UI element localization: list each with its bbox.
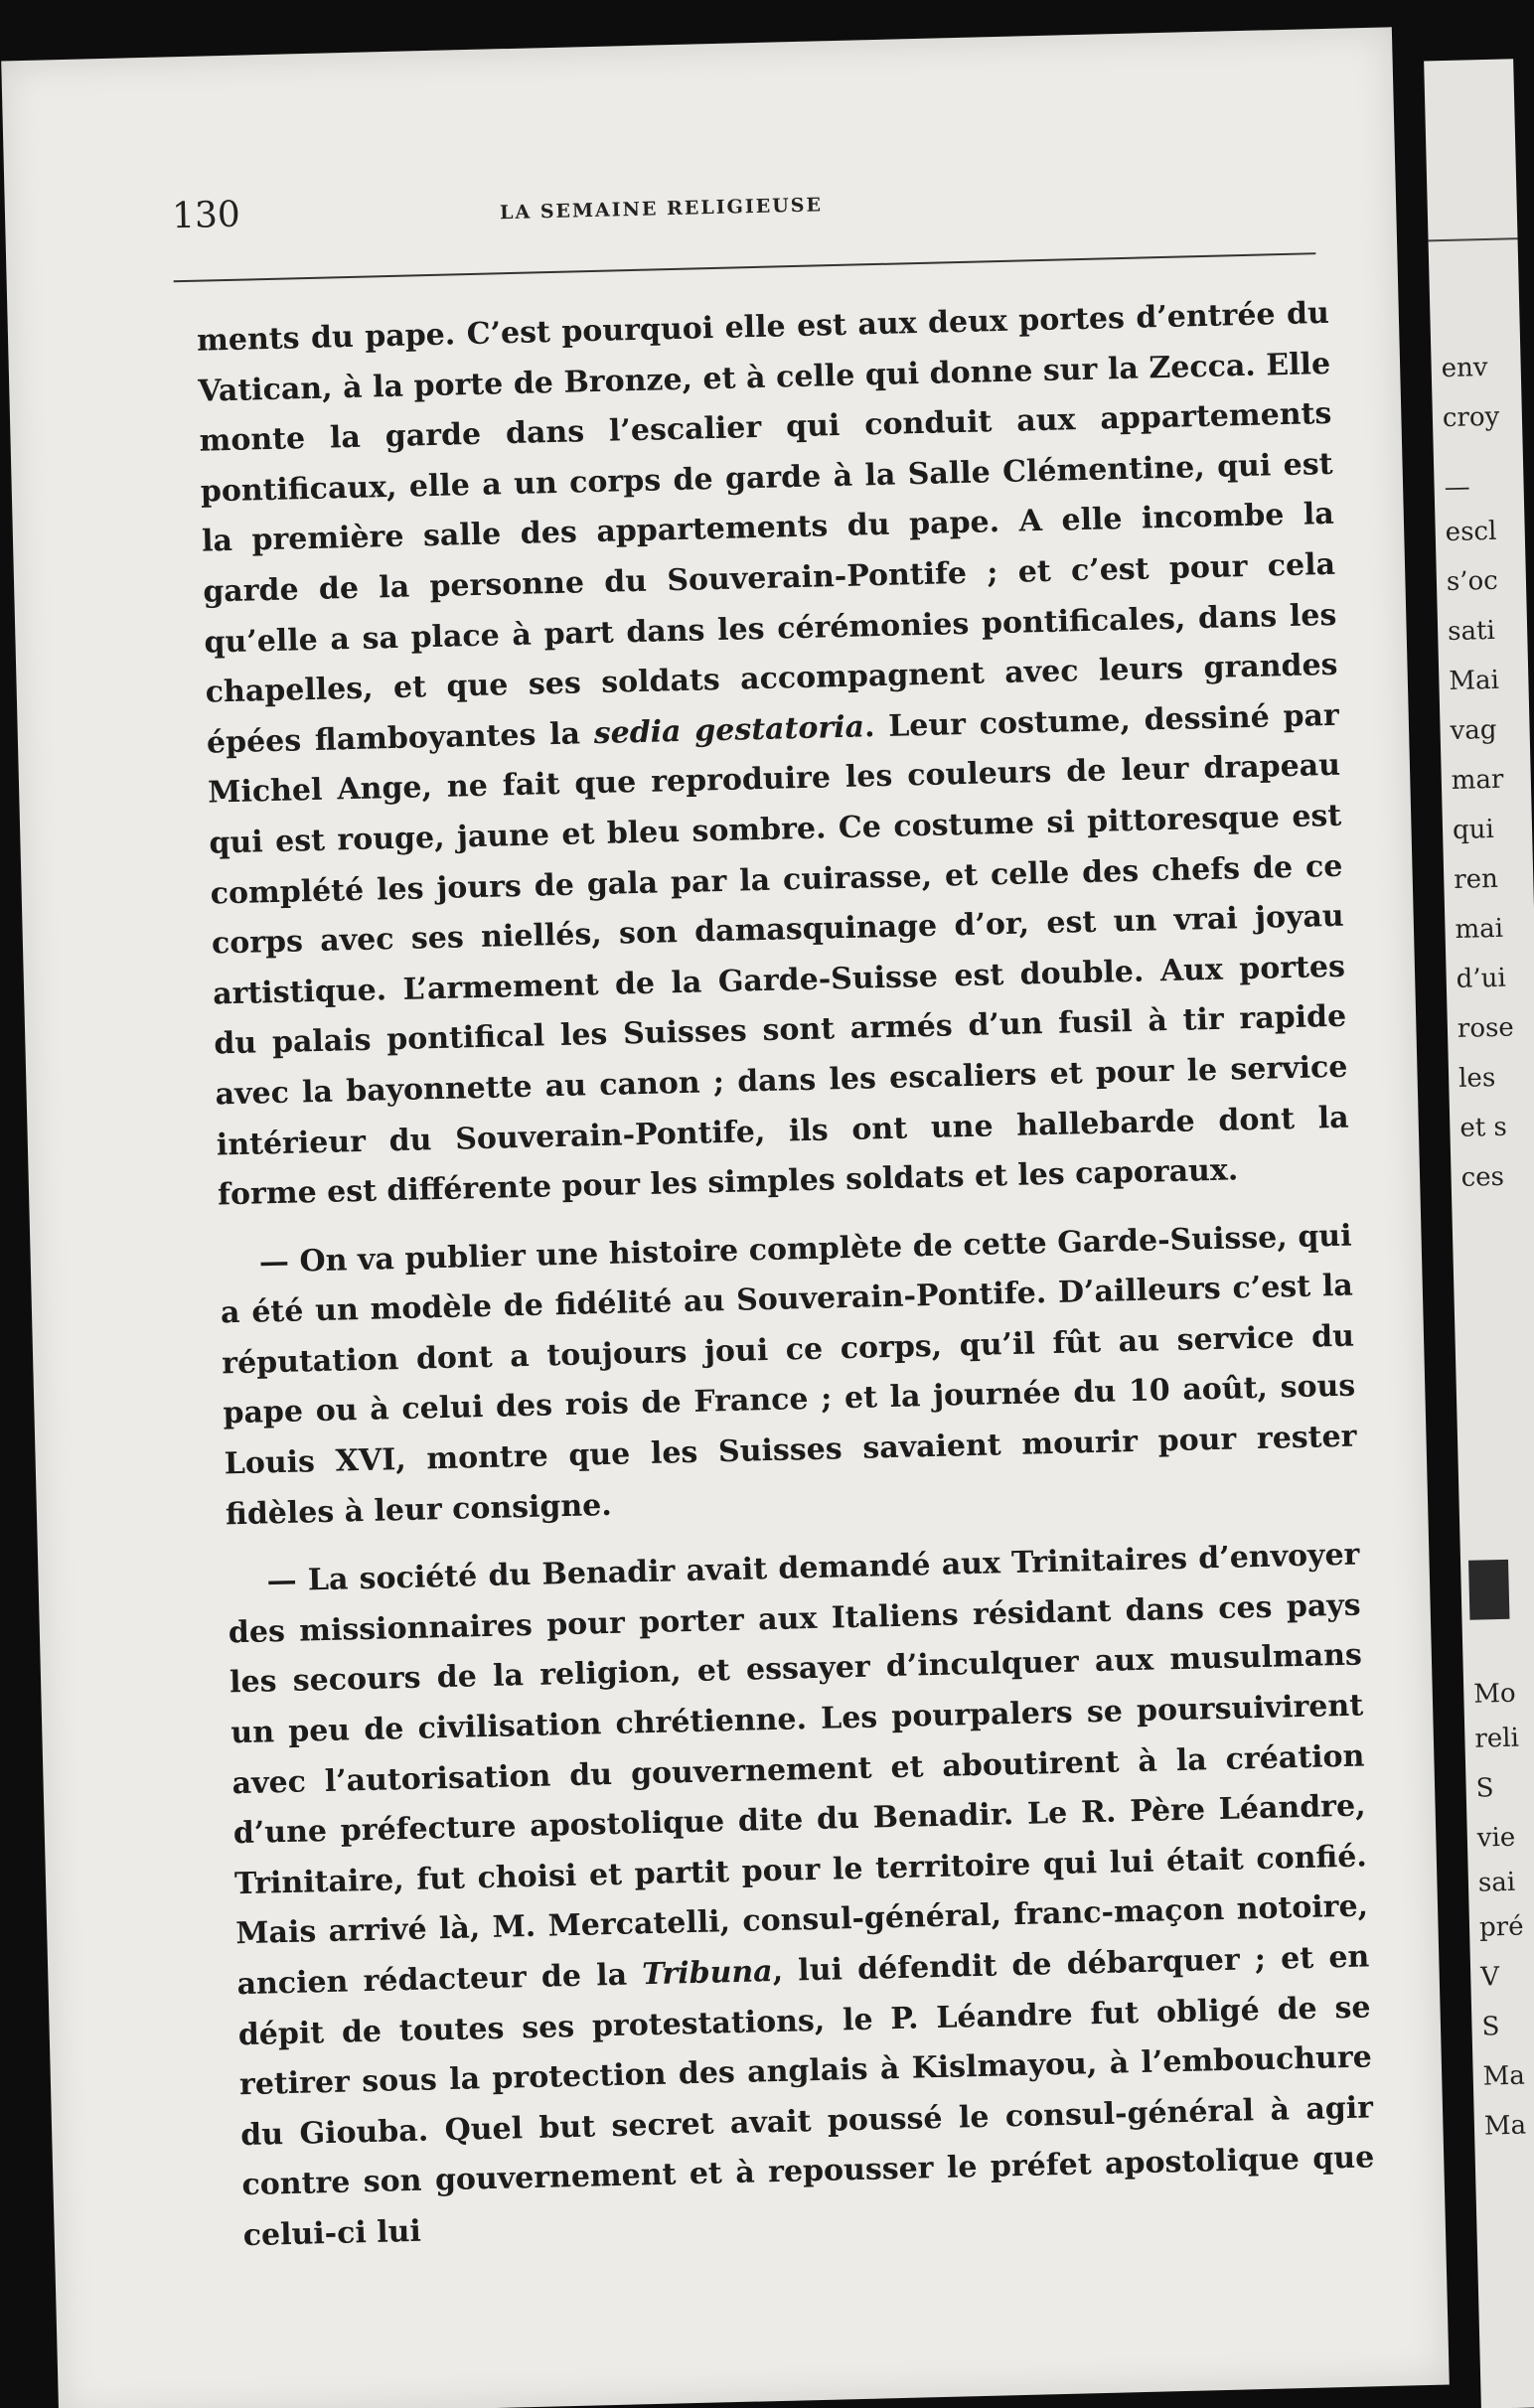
adjacent-page-fragment: env [1441, 352, 1488, 384]
paragraph-text: . Leur costume, dessiné par Michel Ange, ne fait que reproduire les couleurs de leur drapeau qui est rouge, jaune et bleu sombre. Ce costume si pittoresque est complété les jours de gala par la cuirasse, et celle des chefs de ce corps avec ses niellés, son damasquinage d’or, est un vrai joyau artistique. L’armement de la Garde-Suisse est double. Aux portes du palais pontifical les Suisses sont armés d’un fusil à tir rapide avec la bayonnette au canon ; dans les escaliers et pour le service intérieur du Souverain-Pontife, ils ont une hallebarde dont la forme est différente pour les simples soldats et les caporaux. [207, 697, 1350, 1213]
adjacent-page-fragment: qui [1452, 814, 1495, 845]
adjacent-page-fragment: Ma [1482, 2060, 1526, 2092]
adjacent-page-fragment: sati [1447, 615, 1496, 648]
paragraph-text: — La société du Benadir avait demandé aux Trinitaires d’envoyer des missionnaires pour porter aux Italiens résidant dans ces pays les secours de la religion, et essayer d’inculquer aux musulmans un peu de civilisation chrétienne. Les pourpalers se poursuivirent avec l’autorisation du gouvernement et aboutirent à la création d’une préfecture apostolique dite du Benadir. Le R. Père Léandre, Trinitaire, fut choisi et partit pour le territoire qui lui était confié. Mais arrivé là, M. Mercatelli, consul-général, franc-maçon notoire, ancien rédacteur de la [228, 1537, 1369, 2003]
adjacent-page-fragment: V [1479, 1962, 1500, 1993]
adjacent-page-fragment: Mai [1449, 665, 1500, 697]
adjacent-page-fragment: mai [1455, 913, 1504, 945]
adjacent-page-fragment: s’oc [1446, 565, 1499, 598]
adjacent-header-rule [1429, 237, 1518, 241]
header-rule [174, 252, 1316, 282]
adjacent-page-fragment: ces [1460, 1161, 1505, 1193]
adjacent-page-text [1424, 59, 1527, 2142]
paragraph-text: , lui défendit de débarquer ; et en dépit de toutes ses protestations, le P. Léandre fut obligé de se retirer sous la protection des anglais à Kislmayou, à l’embouchure du Giouba. Quel but secret avait poussé le consul-général à agir contre son gouvernement et à repousser le préfet apostolique que celui-ci lui [237, 1939, 1375, 2254]
italic-title: Tribuna [641, 1954, 774, 1993]
adjacent-page-fragment: rose [1457, 1012, 1515, 1044]
adjacent-page-fragment: ren [1453, 863, 1499, 895]
adjacent-page-fragment: croy [1442, 401, 1500, 434]
adjacent-page-fragment: reli [1474, 1723, 1520, 1754]
paragraph [197, 289, 1351, 1221]
paragraph [219, 1211, 1358, 1540]
adjacent-page-fragment: les [1457, 1063, 1496, 1094]
page-header [172, 168, 1325, 255]
adjacent-page-fragment: mar [1451, 764, 1504, 796]
adjacent-page-fragment: sai [1477, 1867, 1516, 1898]
adjacent-page-fragment: pré [1478, 1911, 1524, 1943]
adjacent-page-fragment: — [1444, 472, 1470, 504]
adjacent-page-fragment: d’ui [1456, 963, 1507, 994]
paragraph-text: — On va publier une histoire complète de cette Garde-Suisse, qui a été un modèle de fidélité au Souverain-Pontife. D’ailleurs c’est la réputation dont a toujours joui ce corps, qu’il fût au service du pape ou à celui des rois de France ; et la journée du 10 août, sous Louis XVI, montre que les Suisses savaient mourir pour rester fidèles à leur consigne. [220, 1218, 1357, 1533]
body-text [197, 289, 1377, 2280]
adjacent-page-fragment: Ma [1483, 2110, 1527, 2142]
adjacent-page-fragment: et s [1459, 1112, 1508, 1143]
page-number: 130 [171, 194, 241, 237]
book-page [1, 27, 1450, 2408]
adjacent-page-fragment: vag [1450, 714, 1497, 747]
adjacent-page-fragment: S [1475, 1773, 1494, 1804]
adjacent-page-fragment: Mo [1472, 1678, 1516, 1710]
paragraph [227, 1531, 1376, 2262]
paragraph-text: ments du pape. C’est pourquoi elle est aux deux portes d’entrée du Vatican, à la porte de Bronze, et à celle qui donne sur la Zecca. Elle monte la garde dans l’escalier qui conduit aux appartements pontificaux, elle a un corps de garde à la Salle Clémentine, qui est la première salle des appartements du pape. A elle incombe la garde de la personne du Souverain-Pontife ; et c’est pour cela qu’elle a sa place à part dans les cérémonies pontificales, dans les chapelles, et que ses soldats accompagnent avec leurs grandes épées flamboyantes la [196, 295, 1338, 761]
italic-title: sedia gestatoria [593, 709, 865, 751]
adjacent-page-fragment: S [1481, 2012, 1500, 2042]
ornament-block [1468, 1560, 1509, 1620]
adjacent-page-fragment: escl [1445, 516, 1497, 548]
running-head: LA SEMAINE RELIGIEUSE [499, 194, 824, 225]
adjacent-page-fragment: vie [1476, 1822, 1516, 1854]
